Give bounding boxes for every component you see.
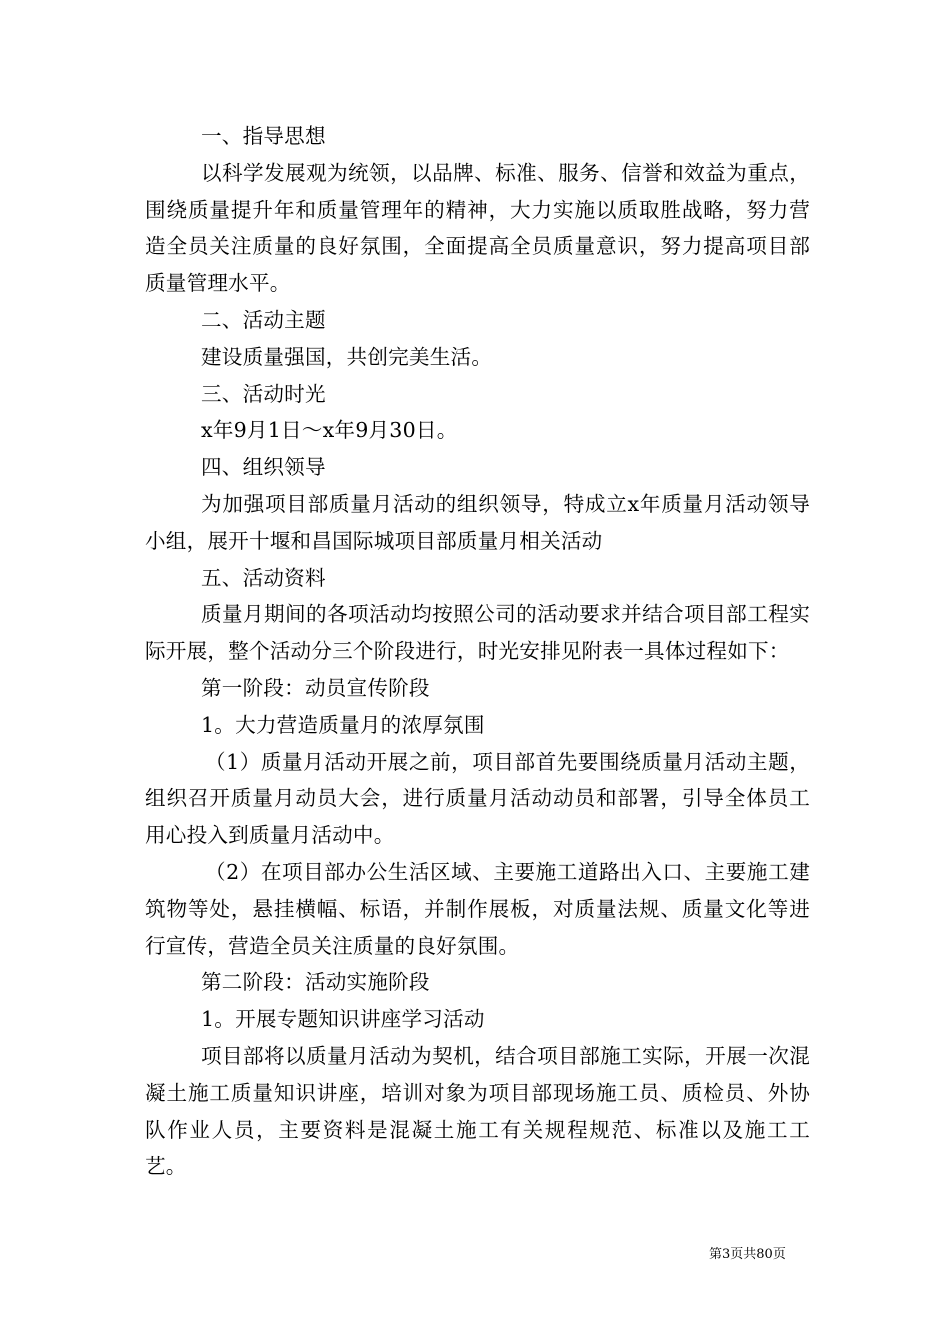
heading-activity-time: 三、活动时光	[201, 381, 326, 406]
document-body	[145, 118, 810, 1185]
subheading-lecture: 1。开展专题知识讲座学习活动	[201, 1007, 485, 1032]
heading-guiding-thought: 一、指导思想	[201, 124, 326, 148]
paragraph-lecture: 项目部将以质量月活动为契机，结合项目部施工实际，开展一次混凝土施工质量知识讲座，培训对象为项目部现场施工员、质检员、外协队作业人员，主要资料是混凝土施工有关规程规范、标准以及施工工艺。	[145, 1043, 810, 1179]
paragraph-item-2: （2）在项目部办公生活区域、主要施工道路出入口、主要施工建筑物等处，悬挂横幅、标语，并制作展板，对质量法规、质量文化等进行宣传，营造全员关注质量的良好氛围。	[145, 859, 810, 958]
paragraph-activity-time: x年9月1日～x年9月30日。	[201, 418, 458, 443]
subheading-atmosphere: 1。大力营造质量月的浓厚氛围	[201, 712, 485, 737]
heading-organization: 四、组织领导	[201, 455, 326, 480]
paragraph-guiding-thought: 以科学发展观为统领，以品牌、标准、服务、信誉和效益为重点，围绕质量提升年和质量管理年的精神，大力实施以质取胜战略，努力营造全员关注质量的良好氛围，全面提高全员质量意识，努力提高项目部质量管理水平。	[145, 160, 810, 296]
page-number-footer: 第3页共80页	[709, 1247, 786, 1262]
paragraph-activity-theme: 建设质量强国，共创完美生活。	[201, 344, 493, 369]
paragraph-activity-materials: 质量月期间的各项活动均按照公司的活动要求并结合项目部工程实际开展，整个活动分三个阶段进行，时光安排见附表一具体过程如下：	[145, 602, 810, 664]
heading-activity-materials: 五、活动资料	[201, 565, 326, 590]
heading-stage-one: 第一阶段：动员宣传阶段	[201, 675, 430, 700]
heading-stage-two: 第二阶段：活动实施阶段	[201, 970, 430, 995]
paragraph-item-1: （1）质量月活动开展之前，项目部首先要围绕质量月活动主题，组织召开质量月动员大会，进行质量月活动动员和部署，引导全体员工用心投入到质量月活动中。	[145, 749, 810, 848]
paragraph-organization: 为加强项目部质量月活动的组织领导，特成立x年质量月活动领导小组，展开十堰和昌国际城项目部质量月相关活动	[145, 491, 810, 553]
heading-activity-theme: 二、活动主题	[201, 307, 326, 332]
